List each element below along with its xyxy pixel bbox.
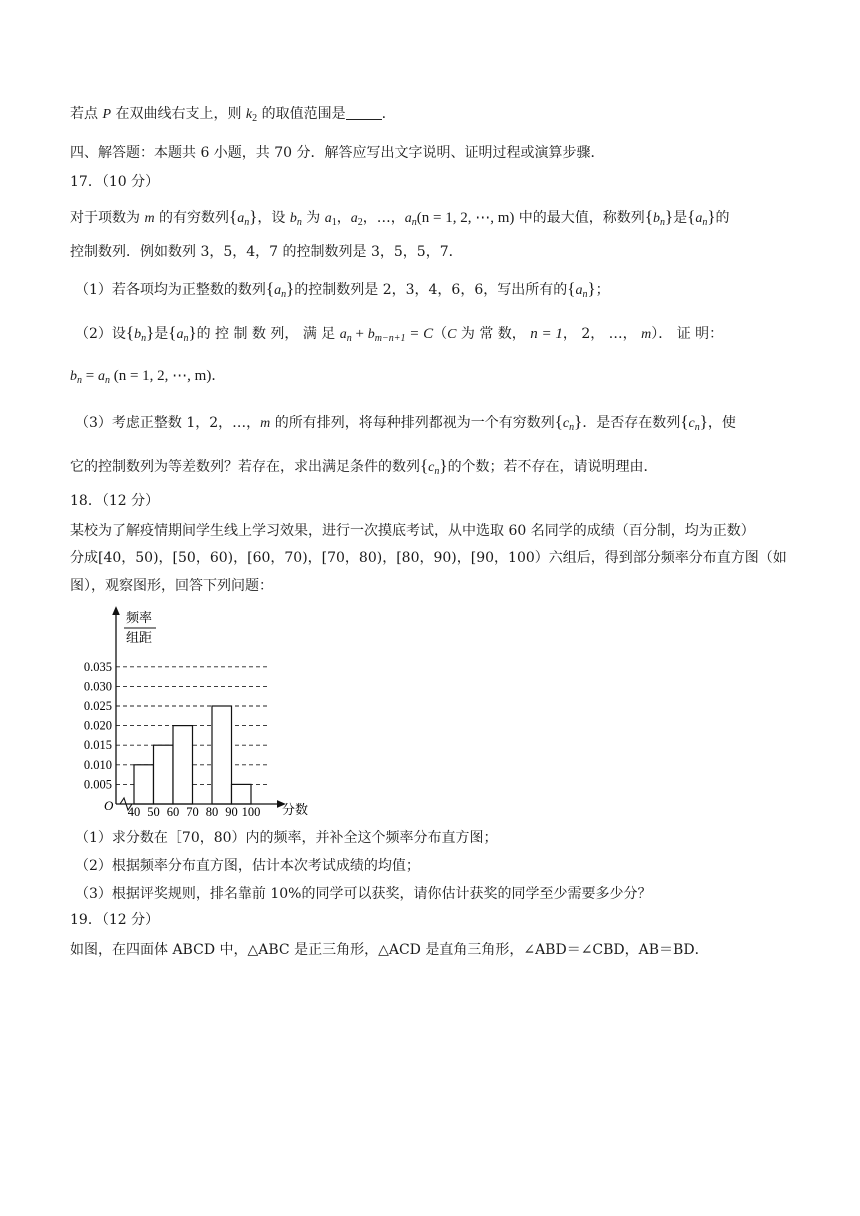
histogram-bar (134, 765, 154, 804)
q18-sub2: （2）根据频率分布直方图，估计本次考试成绩的均值； (75, 858, 420, 874)
q18-stem-line2: 分成[40，50)，[50，60)，[60，70)，[70，80)，[80，90)，[90，100）六组后，得到部分频率分布直方图（如 (70, 550, 787, 566)
x-axis-label: 分数 (282, 802, 309, 817)
q17-part3-line2: 它的控制数列为等差数列？若存在，求出满足条件的数列$\{c_n\}$的个数；若不存在，请说明理由． (70, 456, 658, 477)
y-label-top: 频率 (126, 610, 153, 625)
x-tick-label: 50 (147, 805, 160, 818)
histogram-bar (212, 706, 232, 804)
x-tick-label: 100 (241, 805, 261, 818)
x-tick-label: 60 (166, 805, 180, 818)
x-tick-label: 70 (186, 805, 199, 818)
q17-part1: （1）若各项均为正整数的数列$\{a_n\}$的控制数列是 2，3，4，6，6，写出所有的$\{a_n\}$； (75, 279, 610, 300)
q18-stem-line3: 图），观察图形，回答下列问题： (70, 578, 273, 594)
histogram-bar (173, 726, 193, 804)
q18-sub1: （1）求分数在［70，80）内的频率，并补全这个频率分布直方图； (75, 830, 498, 846)
y-tick-label: 0.005 (83, 777, 112, 792)
answer-blank (346, 105, 382, 120)
x-tick-label: 90 (225, 805, 238, 818)
y-tick-label: 0.025 (83, 699, 112, 713)
histogram-bar (154, 745, 174, 804)
q19-heading: 19．（12 分） (70, 912, 160, 928)
q18-stem-line1: 某校为了解疫情期间学生线上学习效果，进行一次摸底考试，从中选取 60 名同学的成绩（百分制，均为正数） (70, 523, 755, 539)
y-tick-label: 0.030 (83, 679, 112, 694)
q17-stem-line1: 对于项数为 m 的有穷数列$\{a_n\}$，设 $b_n$ 为 $a_1$，$a_2$，…，$a_n(n = 1$, 2, ⋯, m) 中的最大值，称数列$\{b_n\}$是$\{a_n\}$的 (70, 207, 730, 228)
x-tick-label: 40 (127, 805, 141, 818)
q17-heading: 17．（10 分） (70, 174, 160, 190)
y-tick-label: 0.010 (83, 757, 112, 772)
y-label-bottom: 组距 (126, 630, 153, 645)
q19-stem: 如图，在四面体 ABCD 中，△ABC 是正三角形，△ACD 是直角三角形，∠ABD＝∠CBD，AB＝BD． (70, 942, 709, 958)
y-tick-label: 0.015 (83, 738, 112, 753)
y-tick-label: 0.020 (83, 718, 112, 733)
y-tick-label: 0.035 (83, 659, 112, 674)
q17-part3: （3）考虑正整数 1，2，…，m 的所有排列，将每种排列都视为一个有穷数列$\{c_n\}$．是否存在数列$\{c_n\}$，使 (75, 412, 736, 433)
frequency-histogram (70, 604, 320, 818)
q17-part2: （2）设$\{b_n\}$是$\{a_n\}$的 控 制 数 列， 满 足 $a_n + b_{m-n+1} = C(C$ 为 常 数， n = 1， 2， …， m）． 证 明： (75, 323, 724, 344)
x-tick-label: 80 (205, 805, 219, 818)
origin-label: O (104, 798, 114, 813)
q17-stem-line2: 控制数列．例如数列 3，5，4，7 的控制数列是 3，5，5，7． (70, 244, 463, 260)
q17-part2-formula: $b_n = a_n$ (n = 1, 2, ⋯, m)． (70, 368, 226, 386)
histogram-bar (232, 784, 252, 804)
q18-sub3: （3）根据评奖规则，排名靠前 10%的同学可以获奖，请你估计获奖的同学至少需要多少分？ (75, 886, 652, 902)
prev-question-line: 若点 P 在双曲线右支上，则 $k_2$ 的取值范围是 . (70, 106, 387, 124)
q18-heading: 18．（12 分） (70, 493, 160, 509)
section-heading: 四、解答题：本题共 6 小题，共 70 分．解答应写出文字说明、证明过程或演算步骤． (70, 145, 605, 161)
